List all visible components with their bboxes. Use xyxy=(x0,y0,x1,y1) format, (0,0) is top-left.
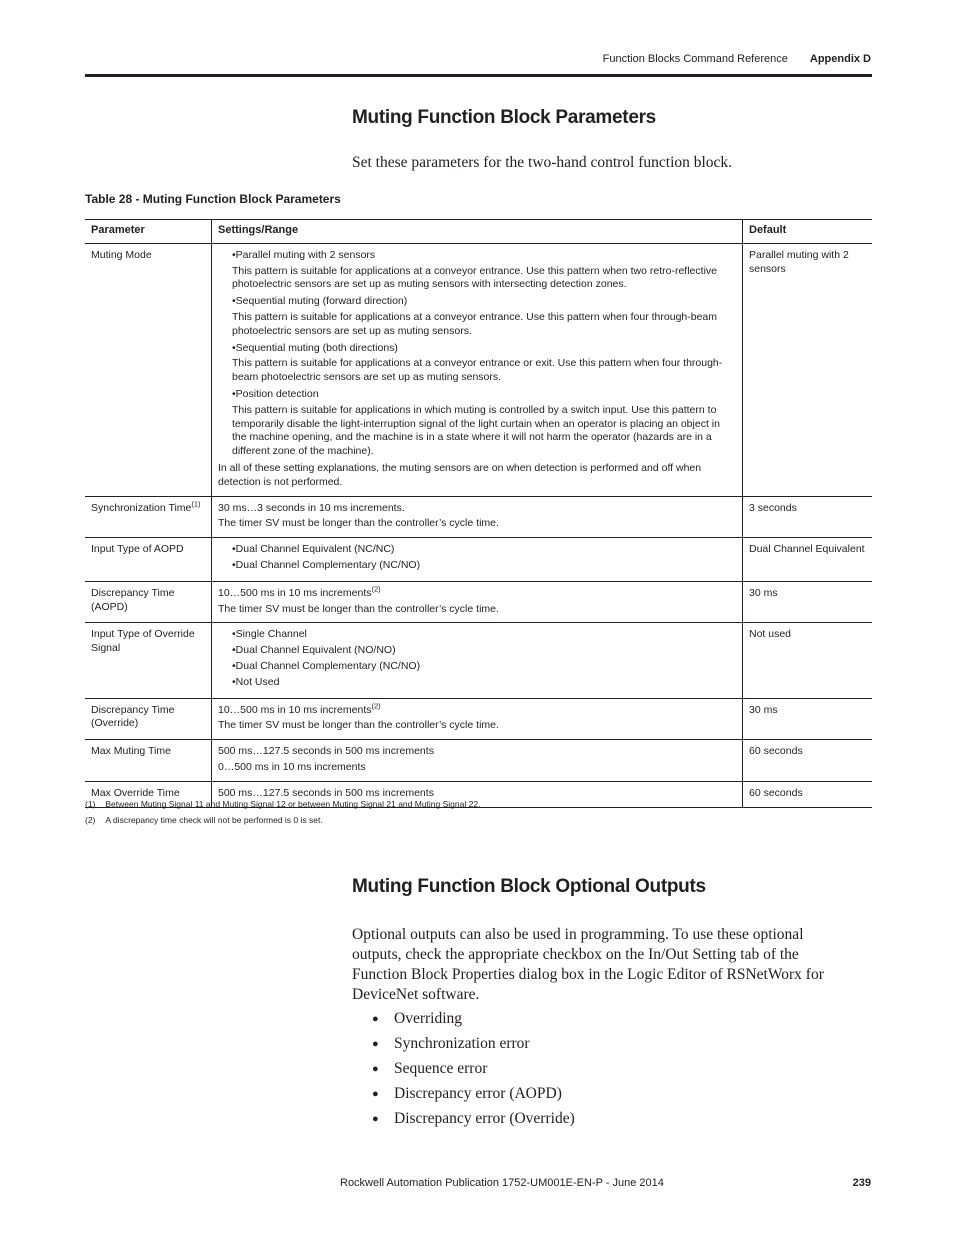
settings-cell xyxy=(212,581,743,623)
section2-intro: Optional outputs can also be used in programming. To use these optional outputs, check the appropriate checkbox on the In/Out Setting tab of the Function Block Properties dialog box in the Logic Editor of RSNetWorx for DeviceNet software. xyxy=(352,926,824,1003)
setting-range: 500 ms…127.5 seconds in 500 ms increments xyxy=(218,786,434,799)
setting-range-secondary: 0…500 ms in 10 ms increments xyxy=(218,760,366,773)
setting-option: •Dual Channel Equivalent (NC/NC) xyxy=(232,543,395,556)
footnote-1 xyxy=(85,799,480,809)
header-section: Function Blocks Command Reference xyxy=(602,53,788,65)
section1-title: Muting Function Block Parameters xyxy=(352,107,656,128)
param-cell: Input Type of Override Signal xyxy=(85,623,212,698)
bullet-icon: ● xyxy=(372,1038,379,1050)
list-item-label: Discrepancy error (AOPD) xyxy=(394,1085,562,1102)
default-cell: 60 seconds xyxy=(743,781,873,807)
footnote-ref: (2) xyxy=(371,701,381,711)
param-cell: Input Type of AOPD xyxy=(85,538,212,582)
header-parameter: Parameter xyxy=(85,220,212,244)
running-header xyxy=(603,53,871,65)
settings-cell xyxy=(212,740,743,782)
setting-option: •Position detection xyxy=(232,387,319,400)
param-cell: Discrepancy Time (AOPD) xyxy=(85,581,212,623)
publication-info: Rockwell Automation Publication 1752-UM001E-EN-P - June 2014 xyxy=(340,1177,664,1189)
setting-range: 10…500 ms in 10 ms increments xyxy=(218,586,372,599)
table-header-row xyxy=(85,220,872,244)
settings-cell xyxy=(212,496,743,538)
table-caption: Table 28 - Muting Function Block Parameters xyxy=(85,192,341,206)
section2-title: Muting Function Block Optional Outputs xyxy=(352,876,706,897)
table-row xyxy=(85,243,872,496)
setting-description: This pattern is suitable for applications at a conveyor entrance. Use this pattern when four through-beam photoelectric sensors are set up as muting sensors. xyxy=(232,310,718,337)
setting-note: The timer SV must be longer than the controller’s cycle time. xyxy=(218,517,499,530)
setting-option: •Single Channel xyxy=(232,628,307,641)
table-row xyxy=(85,581,872,623)
setting-option: •Dual Channel Complementary (NC/NO) xyxy=(232,558,421,571)
setting-option: •Dual Channel Equivalent (NO/NO) xyxy=(232,644,396,657)
setting-note: In all of these setting explanations, the muting sensors are on when detection is performed and off when detection is not performed. xyxy=(218,461,702,488)
setting-option: •Sequential muting (both directions) xyxy=(232,341,398,354)
default-cell: 30 ms xyxy=(743,698,873,740)
param-cell xyxy=(85,496,212,538)
list-item-label: Synchronization error xyxy=(394,1035,530,1052)
default-cell: Dual Channel Equivalent xyxy=(743,538,873,582)
footnote-ref: (1) xyxy=(191,499,201,509)
footnote-2 xyxy=(85,815,323,825)
setting-note: The timer SV must be longer than the controller’s cycle time. xyxy=(218,719,499,732)
list-item xyxy=(372,1035,575,1060)
footnote-text: A discrepancy time check will not be performed is 0 is set. xyxy=(105,815,323,825)
table-row xyxy=(85,698,872,740)
table-row xyxy=(85,538,872,582)
list-item-label: Sequence error xyxy=(394,1060,488,1077)
setting-option: •Parallel muting with 2 sensors xyxy=(232,248,376,261)
page-number: 239 xyxy=(852,1177,871,1189)
header-rule xyxy=(85,74,872,77)
list-item xyxy=(372,1085,575,1110)
settings-cell xyxy=(212,538,743,582)
settings-cell xyxy=(212,698,743,740)
bullet-icon: ● xyxy=(372,1088,379,1100)
section1-intro: Set these parameters for the two-hand control function block. xyxy=(352,154,733,171)
parameters-table xyxy=(85,219,872,808)
setting-option: •Dual Channel Complementary (NC/NO) xyxy=(232,659,421,672)
setting-description: This pattern is suitable for applications in which muting is controlled by a switch input. Use this pattern to temporarily disable the light-interruption signal of the light curtain when an operator is placing an object in the machine opening, and the machine is in a state where it will not harm the operator (hazards are in a different zone of the machine). xyxy=(232,403,720,458)
setting-range: 10…500 ms in 10 ms increments xyxy=(218,703,372,716)
list-item-label: Overriding xyxy=(394,1010,463,1027)
footnote-text: Between Muting Signal 11 and Muting Signal 12 or between Muting Signal 21 and Muting Signal 22. xyxy=(105,799,481,809)
list-item xyxy=(372,1060,575,1085)
table-row xyxy=(85,740,872,782)
param-cell: Discrepancy Time (Override) xyxy=(85,698,212,740)
setting-description: This pattern is suitable for applications at a conveyor entrance. Use this pattern when two retro-reflective photoelectric sensors are set up as muting sensors with intersecting detection zones. xyxy=(232,264,717,291)
list-item xyxy=(372,1110,575,1135)
param-cell: Muting Mode xyxy=(85,243,212,496)
bullet-icon: ● xyxy=(372,1013,379,1025)
table-row xyxy=(85,496,872,538)
default-cell: 3 seconds xyxy=(743,496,873,538)
setting-range: 30 ms…3 seconds in 10 ms increments. xyxy=(218,501,405,514)
footnote-mark: (1) xyxy=(85,799,96,809)
bullet-icon: ● xyxy=(372,1063,379,1075)
bullet-icon: ● xyxy=(372,1113,379,1125)
param-cell: Max Override Time xyxy=(85,781,212,807)
setting-note: The timer SV must be longer than the controller’s cycle time. xyxy=(218,602,499,615)
list-item xyxy=(372,1010,575,1035)
settings-cell xyxy=(212,623,743,698)
optional-outputs-list xyxy=(372,1010,575,1135)
list-item-label: Discrepancy error (Override) xyxy=(394,1110,575,1127)
header-appendix: Appendix D xyxy=(809,53,871,65)
footnote-mark: (2) xyxy=(85,815,96,825)
header-default: Default xyxy=(743,220,873,244)
default-cell: Parallel muting with 2 sensors xyxy=(743,243,873,496)
setting-range: 500 ms…127.5 seconds in 500 ms increments xyxy=(218,745,434,758)
param-label: Synchronization Time xyxy=(91,501,192,514)
default-cell: Not used xyxy=(743,623,873,698)
setting-option: •Sequential muting (forward direction) xyxy=(232,295,408,308)
param-cell: Max Muting Time xyxy=(85,740,212,782)
setting-option: •Not Used xyxy=(232,675,280,688)
settings-cell xyxy=(212,243,743,496)
default-cell: 60 seconds xyxy=(743,740,873,782)
header-settings: Settings/Range xyxy=(212,220,743,244)
table-row xyxy=(85,623,872,698)
setting-description: This pattern is suitable for applications at a conveyor entrance or exit. Use this pattern when four through-beam photoelectric sensors are set up as muting sensors. xyxy=(232,357,723,384)
footnote-ref: (2) xyxy=(371,584,381,594)
default-cell: 30 ms xyxy=(743,581,873,623)
